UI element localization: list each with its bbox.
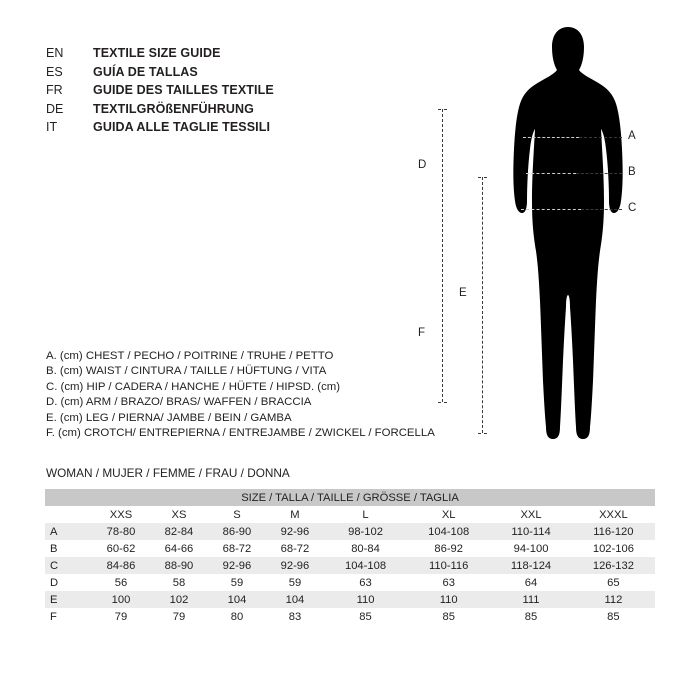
cell-c-xxl: 118-124 (490, 557, 572, 574)
table-row (45, 608, 655, 625)
language-code: EN (46, 46, 64, 60)
row-label-a: A (45, 523, 92, 540)
arm-axis-cap-bottom (438, 402, 447, 403)
cell-f-xxs: 79 (92, 608, 150, 625)
column-header-m: M (266, 506, 324, 523)
legend-line-d: D. (cm) ARM / BRAZO/ BRAS/ WAFFEN / BRACCIA (46, 396, 312, 409)
table-title-row (45, 489, 655, 506)
row-label-c: C (45, 557, 92, 574)
table-row (45, 540, 655, 557)
cell-f-xs: 79 (150, 608, 208, 625)
cell-d-m: 59 (266, 574, 324, 591)
language-code: IT (46, 120, 58, 134)
hip-measure-line (521, 209, 581, 210)
language-title: TEXTILGRÖßENFÜHRUNG (93, 101, 254, 116)
legend-line-e: E. (cm) LEG / PIERNA/ JAMBE / BEIN / GAMBA (46, 411, 292, 424)
cell-e-l: 110 (324, 591, 407, 608)
cell-d-s: 59 (208, 574, 266, 591)
cell-e-s: 104 (208, 591, 266, 608)
category-label: WOMAN / MUJER / FEMME / FRAU / DONNA (46, 466, 290, 480)
marker-label-f: F (418, 327, 426, 339)
cell-d-l: 63 (324, 574, 407, 591)
language-row (46, 118, 274, 137)
language-row (46, 81, 274, 100)
cell-c-xl: 110-116 (407, 557, 490, 574)
cell-f-s: 80 (208, 608, 266, 625)
cell-b-xxs: 60-62 (92, 540, 150, 557)
cell-b-xxl: 94-100 (490, 540, 572, 557)
language-row (46, 63, 274, 82)
legend-block (46, 349, 435, 441)
column-header-xs: XS (150, 506, 208, 523)
size-table (45, 489, 655, 625)
marker-label-b: B (628, 166, 636, 178)
column-header-xxl: XXL (490, 506, 572, 523)
measurement-diagram (400, 25, 670, 460)
cell-e-xxxl: 112 (572, 591, 655, 608)
arm-measure-axis (442, 109, 443, 402)
cell-a-s: 86-90 (208, 523, 266, 540)
cell-a-xxs: 78-80 (92, 523, 150, 540)
table-row (45, 574, 655, 591)
cell-b-xs: 64-66 (150, 540, 208, 557)
cell-d-xxs: 56 (92, 574, 150, 591)
legend-line-a: A. (cm) CHEST / PECHO / POITRINE / TRUHE / PETTO (46, 350, 334, 362)
cell-e-m: 104 (266, 591, 324, 608)
row-label-d: D (45, 574, 92, 591)
legend-line-b: B. (cm) WAIST / CINTURA / TAILLE / HÜFTUNG / VITA (46, 365, 327, 378)
table-row (45, 523, 655, 540)
cell-f-m: 83 (266, 608, 324, 625)
table-row (45, 591, 655, 608)
chest-leader-line (579, 137, 622, 138)
cell-b-xxxl: 102-106 (572, 540, 655, 557)
cell-e-xl: 110 (407, 591, 490, 608)
cell-f-xxl: 85 (490, 608, 572, 625)
cell-d-xl: 63 (407, 574, 490, 591)
cell-b-xl: 86-92 (407, 540, 490, 557)
cell-f-l: 85 (324, 608, 407, 625)
leg-axis-cap-bottom (478, 433, 487, 434)
column-header-blank (45, 506, 92, 523)
cell-e-xxs: 100 (92, 591, 150, 608)
row-label-b: B (45, 540, 92, 557)
cell-a-xs: 82-84 (150, 523, 208, 540)
column-header-xxs: XXS (92, 506, 150, 523)
language-header-block (46, 44, 274, 137)
waist-measure-line (526, 173, 576, 174)
language-row (46, 44, 274, 63)
cell-d-xs: 58 (150, 574, 208, 591)
language-row (46, 100, 274, 119)
cell-b-m: 68-72 (266, 540, 324, 557)
leg-axis-cap-top (478, 177, 487, 178)
waist-leader-line (576, 173, 622, 174)
hip-leader-line (581, 209, 622, 210)
cell-d-xxl: 64 (490, 574, 572, 591)
column-header-xxxl: XXXL (572, 506, 655, 523)
chest-measure-line (523, 137, 579, 138)
cell-f-xxxl: 85 (572, 608, 655, 625)
cell-d-xxxl: 65 (572, 574, 655, 591)
language-code: FR (46, 83, 63, 97)
cell-c-xxxl: 126-132 (572, 557, 655, 574)
cell-e-xxl: 111 (490, 591, 572, 608)
marker-label-d: D (418, 159, 427, 171)
cell-a-l: 98-102 (324, 523, 407, 540)
table-header-row (45, 506, 655, 523)
column-header-s: S (208, 506, 266, 523)
female-body-silhouette (508, 25, 628, 455)
cell-c-xxs: 84-86 (92, 557, 150, 574)
legend-line-f: F. (cm) CROTCH/ ENTREPIERNA / ENTREJAMBE / ZWICKEL / FORCELLA (46, 427, 435, 440)
leg-measure-axis (482, 177, 483, 433)
cell-e-xs: 102 (150, 591, 208, 608)
cell-f-xl: 85 (407, 608, 490, 625)
language-code: ES (46, 64, 63, 79)
marker-label-a: A (628, 130, 636, 142)
cell-c-xs: 88-90 (150, 557, 208, 574)
cell-c-l: 104-108 (324, 557, 407, 574)
marker-label-c: C (628, 202, 637, 214)
row-label-e: E (45, 591, 92, 608)
cell-a-xl: 104-108 (407, 523, 490, 540)
arm-axis-cap-top (438, 109, 447, 110)
cell-c-m: 92-96 (266, 557, 324, 574)
table-title: SIZE / TALLA / TAILLE / GRÖSSE / TAGLIA (45, 489, 655, 506)
column-header-l: L (324, 506, 407, 523)
cell-b-l: 80-84 (324, 540, 407, 557)
row-label-f: F (45, 608, 92, 625)
legend-line-c: C. (cm) HIP / CADERA / HANCHE / HÜFTE / HIPSD. (cm) (46, 380, 341, 393)
cell-a-m: 92-96 (266, 523, 324, 540)
cell-a-xxxl: 116-120 (572, 523, 655, 540)
cell-b-s: 68-72 (208, 540, 266, 557)
cell-a-xxl: 110-114 (490, 523, 572, 540)
language-title: GUIDE DES TAILLES TEXTILE (93, 83, 274, 97)
column-header-xl: XL (407, 506, 490, 523)
language-title: GUIDA ALLE TAGLIE TESSILI (93, 120, 271, 134)
marker-label-e: E (459, 287, 467, 299)
language-title: GUÍA DE TALLAS (93, 64, 198, 79)
language-code: DE (46, 101, 64, 116)
table-row (45, 557, 655, 574)
cell-c-s: 92-96 (208, 557, 266, 574)
size-table-wrapper (45, 489, 655, 625)
language-title: TEXTILE SIZE GUIDE (93, 46, 221, 60)
